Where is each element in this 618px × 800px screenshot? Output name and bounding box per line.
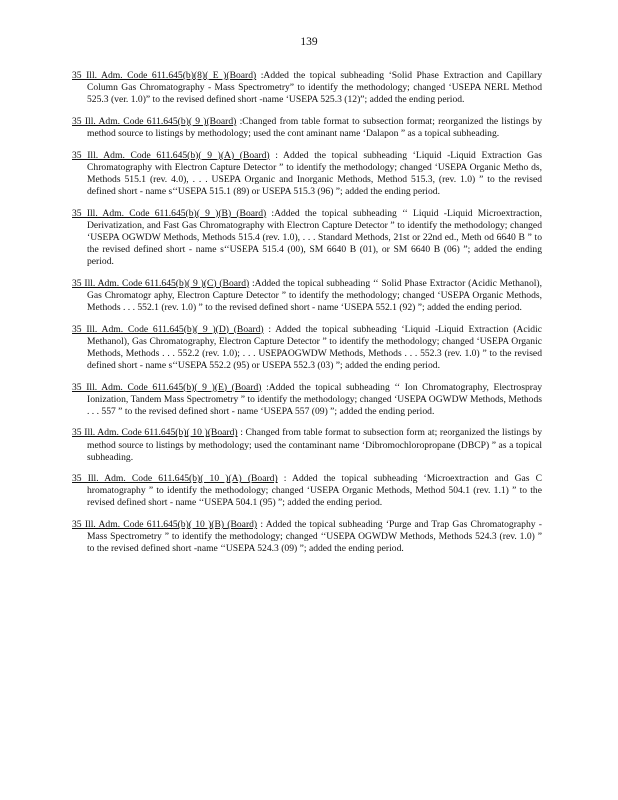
entry-text: :Added the topical subheading ‘‘ Ion Chromatography, Electrospray Ionization, Tandem Mass Spectrometry ” to identify the methodology; changed ‘USEPA OGWDW Methods, Methods . . . 557 ” to the revised defined short - name ‘USEPA 557 (09) ”; added the ending period. (87, 381, 543, 417)
entry-text: :Added the topical subheading ‘‘ Liquid -Liquid Microextraction, Derivatization, and Fast Gas Chromatography with Electron Capture Detector ” to identify the methodology; changed ‘USEPA OGWDW Methods, Methods 515.4 (rev. 1.0), . . . Standard Methods, 21st or 22nd ed., Meth od 6640 B ” to the revised defined short - name s‘‘USEPA 515.4 (00), SM 6640 B (01), or SM 6640 B (06) ”; added the ending period. (87, 207, 542, 267)
amendment-entry (72, 324, 542, 372)
entry-citation: 35 Ill. Adm. Code 611.645(b)( 10 )(B) (Board) (72, 519, 258, 531)
entry-citation: 35 Ill. Adm. Code 611.645(b)( 9 )(A) (Board) (72, 149, 270, 161)
entry-text: : Added the topical subheading ‘Purge and Trap Gas Chromatography -Mass Spectrometry ” to identify the methodology; changed ‘‘USEPA OGWDW Methods, Methods 524.3 (rev. 1.0) ” to the revised defined short -name ‘‘USEPA 524.3 (09) ”; added the ending period. (87, 519, 543, 555)
amendment-entry (72, 70, 542, 106)
amendment-entry (72, 382, 542, 418)
amendment-entry (72, 150, 542, 198)
entry-citation: 35 Ill. Adm. Code 611.645(b)( 9 )(E) (Board) (72, 381, 262, 393)
amendment-entry (72, 427, 542, 463)
amendment-entry (72, 473, 542, 509)
amendment-entry (72, 208, 542, 268)
page-number: 139 (300, 36, 318, 48)
amendment-entry (72, 519, 542, 555)
amendment-list (72, 70, 542, 564)
entry-text: : Changed from table format to subsection form at; reorganized the listings by method source to listings by methodology; used the contaminant name ‘Dibromochloropropane (DBCP) ” as a topical subheading. (87, 427, 542, 463)
entry-text: : Added the topical subheading ‘Microextraction and Gas C hromatography ” to identify the methodology; changed ‘USEPA Organic Methods, Method 504.1 (rev. 1.1) ” to the revised defined short - name ‘‘USEPA 504.1 (95) ”; added the ending period. (87, 473, 542, 509)
entry-text: : Added the topical subheading ‘Liquid -Liquid Extraction Gas Chromatography with Electron Capture Detector ” to identify the methodology; changed ‘USEPA Organic Metho ds, Methods 515.1 (rev. 4.0), . . . USEPA Organic and Inorganic Methods, Method 515.3, (rev. 1.0) ” to the revised defined short - name s‘‘USEPA 515.1 (89) or USEPA 515.3 (96) ”; added the ending period. (87, 149, 542, 197)
entry-citation: 35 Ill. Adm. Code 611.645(b)( 10 )(A) (Board) (72, 473, 278, 485)
entry-citation: 35 Ill. Adm. Code 611.645(b)( 10 )(Board) (72, 427, 238, 439)
amendment-entry (72, 278, 542, 314)
entry-citation: 35 Ill. Adm. Code 611.645(b)( 9 )(Board) (72, 115, 237, 127)
entry-citation: 35 Ill. Adm. Code 611.645(b)(8)( E )(Board) (72, 70, 257, 81)
entry-text: : Added the topical subheading ‘Liquid -Liquid Extraction (Acidic Methanol), Gas Chromatography, Electron Capture Detector ” to identify the methodology; changed ‘USEPA Organic Methods, Methods . . . 552.2 (rev. 1.0); . . . USEPAOGWDW Methods, Methods . . . 552.3 (rev. 1.0) ” to the revised defined short - name s‘‘USEPA 552.2 (95) or USEPA 552.3 (03) ”; added the ending period. (87, 323, 542, 371)
entry-citation: 35 Ill. Adm. Code 611.645(b)( 9 )(B) (Board) (72, 207, 267, 219)
amendment-entry (72, 116, 542, 140)
entry-text: :Changed from table format to subsection format; reorganized the listings by method source to listings by methodology; used the cont aminant name ‘Dalapon ” as a topical subheading. (87, 115, 542, 139)
entry-text: :Added the topical subheading ‘‘ Solid Phase Extractor (Acidic Methanol), Gas Chromatogr aphy, Electron Capture Detector ” to identify the methodology; changed ‘USEPA Organic Methods, Methods . . . 552.1 (rev. 1.0) ” to the revised defined short - name ‘USEPA 552.1 (92) ”; added the ending period. (87, 277, 543, 313)
entry-citation: 35 Ill. Adm. Code 611.645(b)( 9 )(C) (Board) (72, 277, 250, 289)
entry-text: :Added the topical subheading ‘Solid Phase Extraction and Capillary Column Gas Chromatography - Mass Spectrometry” to identify the methodology; changed ‘USEPA NERL Method 525.3 (ver. 1.0)” to the revised defined short -name ‘USEPA 525.3 (12)”; added the ending period. (87, 70, 542, 106)
entry-citation: 35 Ill. Adm. Code 611.645(b)( 9 )(D) (Board) (72, 323, 264, 335)
